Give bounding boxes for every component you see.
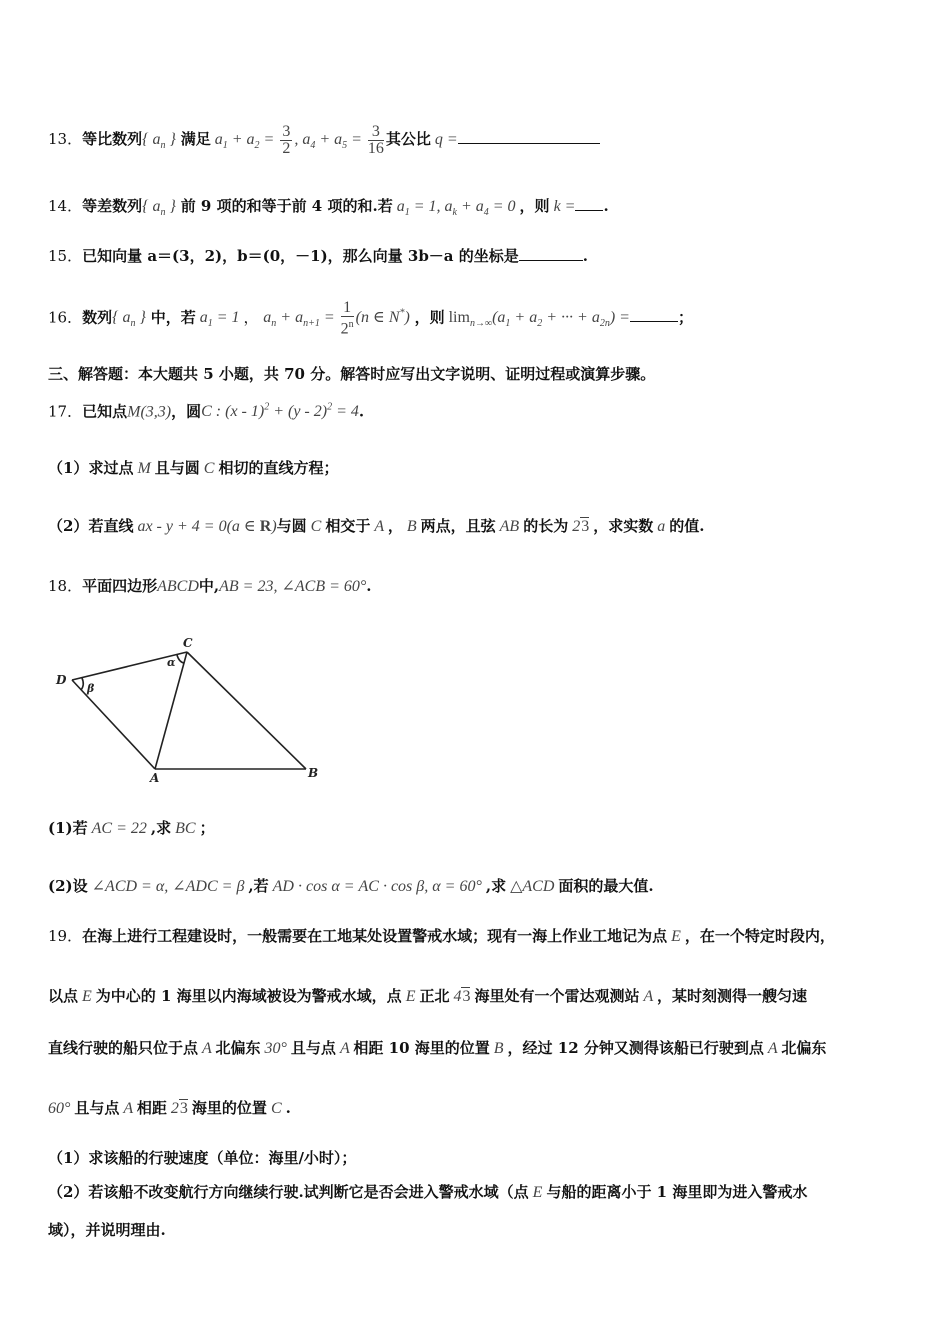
math-condition: $a_1 + a_2$ = $\frac{3}{2}$ , $a_4 + a_5$ = $\frac{3}{16}$ xyxy=(210,123,384,157)
q17: 17．已知点M(3,3)，圆C : (x - 1)$^2$ + (y - 2)$^2$ = 4. xyxy=(48,402,365,421)
q18-part2: (2)设 ∠ACD = α, ∠ADC = β ,若 AD · cos α = AC · cos β, α = 60° ,求 △ACD 面积的最大值. xyxy=(48,877,654,895)
q19-line4: 60° 且与点 A 相距 23 海里的位置 C . xyxy=(48,1099,291,1117)
q17-part1: （1）求过点 M 且与圆 C 相切的直线方程； xyxy=(48,459,339,477)
q13: 13．等比数列{ $a_n$ } 满足 $a_1 + a_2$ = $\frac{3}{2}$ , $a_4 + a_5$ = $\frac{3}{16}$ 其公比 q = xyxy=(48,124,600,157)
q14: 14．等差数列{ $a_n$ } 前 9 项的和等于前 4 项的和.若 $a_1 = 1$, $a_k + a_4 = 0$ ，则 k = . xyxy=(48,197,609,219)
q19-part1: （1）求该船的行驶速度（单位：海里/小时）； xyxy=(48,1149,357,1167)
q19-part2-cont: 域），并说明理由. xyxy=(48,1221,166,1239)
angle-beta-arc xyxy=(81,678,83,690)
math-relation: AD · cos α = AC · cos β, α = 60° xyxy=(268,878,486,895)
answer-blank[interactable] xyxy=(519,246,583,261)
answer-blank[interactable] xyxy=(458,129,600,144)
q16: 16．数列{ $a_n$ } 中，若 $a_1 = 1$ ， $a_n + a_{n+1}$ = $\frac{1}{2^n}$ (n ∈ N*) ，则 $\lim_{n\to\infty}(a_1 + a_2$ + ··· + $a_{2n}$) = ； xyxy=(48,299,693,338)
math-given: AB = 23, ∠ACB = 60° xyxy=(219,578,367,595)
q19-line2: 以点 E 为中心的 1 海里以内海域被设为警戒水域，点 E 正北 43 海里处有一个雷达观测站 A ，某时刻测得一艘匀速 xyxy=(48,987,807,1005)
section-title: 三、解答题：本大题共 5 小题，共 70 分。解答时应写出文字说明、证明过程或演算步骤。 xyxy=(48,365,656,383)
math-angles: ∠ACD = α, ∠ADC = β xyxy=(87,878,249,895)
q18-part1: (1)若 AC = 22 ,求 BC ； xyxy=(48,819,215,837)
math-limit: $\lim_{n\to\infty}(a_1 + a_2$ + ··· + $a_{2n}$) = xyxy=(448,309,630,330)
math-line: ax - y + 4 = 0(a ∈ R) xyxy=(133,518,277,535)
edge-ac xyxy=(155,652,187,769)
answer-blank[interactable] xyxy=(630,307,678,322)
label-beta: β xyxy=(87,682,95,695)
edge-cb xyxy=(187,652,306,769)
label-b: B xyxy=(308,766,319,780)
q18: 18．平面四边形ABCD中,AB = 23, ∠ACB = 60°. xyxy=(48,577,372,595)
angle-alpha-arc xyxy=(177,655,184,663)
label-c: C xyxy=(183,636,193,650)
answer-blank[interactable] xyxy=(575,196,603,211)
label-alpha: α xyxy=(167,656,176,669)
q19-line3: 直线行驶的船只位于点 A 北偏东 30° 且与点 A 相距 10 海里的位置 B ，经过 12 分钟又测得该船已行驶到点 A 北偏东 xyxy=(48,1039,827,1057)
math-recurrence: $a_n + a_{n+1}$ = $\frac{1}{2^n}$ (n ∈ N*) xyxy=(263,299,410,338)
q19-line1: 19．在海上进行工程建设时，一般需要在工地某处设置警戒水域；现有一海上作业工地记为点 E ，在一个特定时段内， xyxy=(48,927,835,945)
label-d: D xyxy=(56,673,67,687)
q19-part2: （2）若该船不改变航行方向继续行驶.试判断它是否会进入警戒水域（点 E 与船的距离小于 1 海里即为进入警戒水 xyxy=(48,1183,808,1201)
label-a: A xyxy=(150,771,160,784)
math-seq: { $a_n$ } xyxy=(142,131,176,152)
math-condition: $a_1 = 1$, $a_k + a_4 = 0$ xyxy=(392,198,520,219)
math-circle: C : (x - 1)$^2$ + (y - 2)$^2$ = 4 xyxy=(201,402,359,421)
q17-part2: （2）若直线 ax - y + 4 = 0(a ∈ R)与圆 C 相交于 A ， B 两点，且弦 AB 的长为 23 ，求实数 a 的值. xyxy=(48,517,705,535)
edge-da xyxy=(72,680,155,769)
quadrilateral-figure xyxy=(50,632,330,784)
q15: 15．已知向量 a＝(3，2)，b＝(0，－1)，那么向量 3b－a 的坐标是 . xyxy=(48,247,588,265)
